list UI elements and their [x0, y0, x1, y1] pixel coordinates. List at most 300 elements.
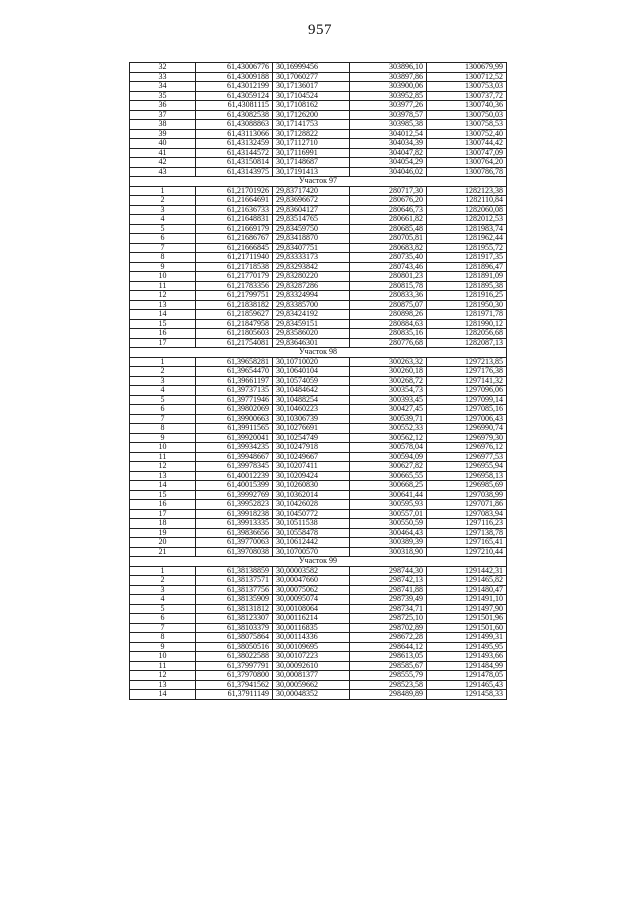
section-header-row — [130, 348, 507, 358]
latitude-cell: 61,39654470 — [196, 367, 273, 377]
latitude-cell: 61,43059124 — [196, 91, 273, 101]
x-coordinate-cell: 298734,71 — [350, 604, 427, 614]
y-coordinate-cell: 1291499,31 — [427, 633, 507, 643]
table-row — [130, 224, 507, 234]
latitude-cell: 61,40012239 — [196, 471, 273, 481]
y-coordinate-cell: 1297141,32 — [427, 376, 507, 386]
table-row — [130, 500, 507, 510]
latitude-cell: 61,21718538 — [196, 262, 273, 272]
longitude-cell: 30,17126200 — [273, 110, 350, 120]
x-coordinate-cell: 300260,18 — [350, 367, 427, 377]
latitude-cell: 61,21686767 — [196, 234, 273, 244]
x-coordinate-cell: 300557,01 — [350, 509, 427, 519]
latitude-cell: 61,21783356 — [196, 281, 273, 291]
y-coordinate-cell: 1297083,94 — [427, 509, 507, 519]
latitude-cell: 61,37911149 — [196, 690, 273, 700]
latitude-cell: 61,39836656 — [196, 528, 273, 538]
x-coordinate-cell: 303896,10 — [350, 63, 427, 73]
x-coordinate-cell: 300668,25 — [350, 481, 427, 491]
table-row — [130, 538, 507, 548]
x-coordinate-cell: 303900,06 — [350, 82, 427, 92]
latitude-cell: 61,38075864 — [196, 633, 273, 643]
table-row — [130, 481, 507, 491]
longitude-cell: 30,10209424 — [273, 471, 350, 481]
longitude-cell: 30,10276691 — [273, 424, 350, 434]
table-row — [130, 471, 507, 481]
point-number-cell: 8 — [130, 424, 196, 434]
latitude-cell: 61,38135909 — [196, 595, 273, 605]
longitude-cell: 30,00116214 — [273, 614, 350, 624]
table-row — [130, 148, 507, 158]
longitude-cell: 30,10612442 — [273, 538, 350, 548]
table-row — [130, 566, 507, 576]
table-row — [130, 642, 507, 652]
table-row — [130, 671, 507, 681]
point-number-cell: 2 — [130, 576, 196, 586]
point-number-cell: 35 — [130, 91, 196, 101]
point-number-cell: 16 — [130, 329, 196, 339]
table-row — [130, 120, 507, 130]
point-number-cell: 1 — [130, 566, 196, 576]
y-coordinate-cell: 1282060,08 — [427, 205, 507, 215]
point-number-cell: 5 — [130, 395, 196, 405]
longitude-cell: 30,16999456 — [273, 63, 350, 73]
table-row — [130, 291, 507, 301]
latitude-cell: 61,39934235 — [196, 443, 273, 453]
point-number-cell: 42 — [130, 158, 196, 168]
table-row — [130, 595, 507, 605]
x-coordinate-cell: 280801,23 — [350, 272, 427, 282]
y-coordinate-cell: 1291478,05 — [427, 671, 507, 681]
y-coordinate-cell: 1281950,30 — [427, 300, 507, 310]
y-coordinate-cell: 1296990,74 — [427, 424, 507, 434]
table-row — [130, 329, 507, 339]
x-coordinate-cell: 300268,72 — [350, 376, 427, 386]
latitude-cell: 61,21701926 — [196, 186, 273, 196]
table-row — [130, 462, 507, 472]
longitude-cell: 29,83280220 — [273, 272, 350, 282]
y-coordinate-cell: 1296985,69 — [427, 481, 507, 491]
latitude-cell: 61,39708038 — [196, 547, 273, 557]
point-number-cell: 3 — [130, 376, 196, 386]
y-coordinate-cell: 1282012,53 — [427, 215, 507, 225]
y-coordinate-cell: 1297096,06 — [427, 386, 507, 396]
point-number-cell: 4 — [130, 595, 196, 605]
x-coordinate-cell: 300562,12 — [350, 433, 427, 443]
table-row — [130, 262, 507, 272]
latitude-cell: 61,21799751 — [196, 291, 273, 301]
x-coordinate-cell: 298585,67 — [350, 661, 427, 671]
latitude-cell: 61,39992769 — [196, 490, 273, 500]
latitude-cell: 61,43009188 — [196, 72, 273, 82]
y-coordinate-cell: 1300737,72 — [427, 91, 507, 101]
point-number-cell: 5 — [130, 224, 196, 234]
point-number-cell: 39 — [130, 129, 196, 139]
latitude-cell: 61,38103379 — [196, 623, 273, 633]
longitude-cell: 29,83407751 — [273, 243, 350, 253]
longitude-cell: 30,17148687 — [273, 158, 350, 168]
point-number-cell: 37 — [130, 110, 196, 120]
table-row — [130, 63, 507, 73]
latitude-cell: 61,39952823 — [196, 500, 273, 510]
y-coordinate-cell: 1297138,78 — [427, 528, 507, 538]
longitude-cell: 30,10247918 — [273, 443, 350, 453]
table-row — [130, 433, 507, 443]
longitude-cell: 30,17128822 — [273, 129, 350, 139]
table-row — [130, 72, 507, 82]
longitude-cell: 30,10484642 — [273, 386, 350, 396]
table-row — [130, 101, 507, 111]
latitude-cell: 61,38050516 — [196, 642, 273, 652]
longitude-cell: 30,10362014 — [273, 490, 350, 500]
point-number-cell: 14 — [130, 690, 196, 700]
latitude-cell: 61,39658281 — [196, 357, 273, 367]
y-coordinate-cell: 1291458,33 — [427, 690, 507, 700]
x-coordinate-cell: 298644,12 — [350, 642, 427, 652]
point-number-cell: 13 — [130, 300, 196, 310]
longitude-cell: 30,10558478 — [273, 528, 350, 538]
point-number-cell: 13 — [130, 680, 196, 690]
y-coordinate-cell: 1291501,96 — [427, 614, 507, 624]
point-number-cell: 9 — [130, 262, 196, 272]
latitude-cell: 61,37970800 — [196, 671, 273, 681]
section-title: Участок 98 — [130, 348, 507, 358]
latitude-cell: 61,39661197 — [196, 376, 273, 386]
point-number-cell: 9 — [130, 433, 196, 443]
y-coordinate-cell: 1282056,68 — [427, 329, 507, 339]
y-coordinate-cell: 1297085,16 — [427, 405, 507, 415]
table-row — [130, 338, 507, 348]
longitude-cell: 30,17104524 — [273, 91, 350, 101]
table-row — [130, 215, 507, 225]
longitude-cell: 30,10426028 — [273, 500, 350, 510]
y-coordinate-cell: 1291501,60 — [427, 623, 507, 633]
y-coordinate-cell: 1300786,78 — [427, 167, 507, 177]
point-number-cell: 11 — [130, 281, 196, 291]
y-coordinate-cell: 1291497,90 — [427, 604, 507, 614]
point-number-cell: 34 — [130, 82, 196, 92]
table-row — [130, 519, 507, 529]
point-number-cell: 1 — [130, 186, 196, 196]
latitude-cell: 61,39918238 — [196, 509, 273, 519]
table-row — [130, 272, 507, 282]
longitude-cell: 29,83696672 — [273, 196, 350, 206]
x-coordinate-cell: 304054,29 — [350, 158, 427, 168]
x-coordinate-cell: 280776,68 — [350, 338, 427, 348]
x-coordinate-cell: 280743,46 — [350, 262, 427, 272]
table-row — [130, 367, 507, 377]
x-coordinate-cell: 300263,32 — [350, 357, 427, 367]
x-coordinate-cell: 303952,85 — [350, 91, 427, 101]
point-number-cell: 6 — [130, 234, 196, 244]
point-number-cell: 40 — [130, 139, 196, 149]
longitude-cell: 30,10450772 — [273, 509, 350, 519]
x-coordinate-cell: 298739,49 — [350, 595, 427, 605]
y-coordinate-cell: 1297210,44 — [427, 547, 507, 557]
x-coordinate-cell: 304034,39 — [350, 139, 427, 149]
y-coordinate-cell: 1281891,09 — [427, 272, 507, 282]
latitude-cell: 61,21754081 — [196, 338, 273, 348]
y-coordinate-cell: 1300740,36 — [427, 101, 507, 111]
y-coordinate-cell: 1281916,25 — [427, 291, 507, 301]
latitude-cell: 61,43132459 — [196, 139, 273, 149]
table-row — [130, 509, 507, 519]
table-row — [130, 281, 507, 291]
latitude-cell: 61,39978345 — [196, 462, 273, 472]
table-row — [130, 243, 507, 253]
longitude-cell: 30,10640104 — [273, 367, 350, 377]
latitude-cell: 61,43144572 — [196, 148, 273, 158]
y-coordinate-cell: 1291484,99 — [427, 661, 507, 671]
longitude-cell: 29,83604127 — [273, 205, 350, 215]
table-row — [130, 604, 507, 614]
table-row — [130, 405, 507, 415]
y-coordinate-cell: 1291465,82 — [427, 576, 507, 586]
longitude-cell: 30,00114336 — [273, 633, 350, 643]
x-coordinate-cell: 298744,30 — [350, 566, 427, 576]
y-coordinate-cell: 1281962,44 — [427, 234, 507, 244]
point-number-cell: 16 — [130, 500, 196, 510]
point-number-cell: 17 — [130, 338, 196, 348]
latitude-cell: 61,43082538 — [196, 110, 273, 120]
y-coordinate-cell: 1300744,42 — [427, 139, 507, 149]
y-coordinate-cell: 1281896,47 — [427, 262, 507, 272]
y-coordinate-cell: 1281990,12 — [427, 319, 507, 329]
latitude-cell: 61,40015399 — [196, 481, 273, 491]
longitude-cell: 29,83324994 — [273, 291, 350, 301]
x-coordinate-cell: 280661,82 — [350, 215, 427, 225]
point-number-cell: 41 — [130, 148, 196, 158]
y-coordinate-cell: 1282110,84 — [427, 196, 507, 206]
longitude-cell: 30,00092610 — [273, 661, 350, 671]
point-number-cell: 12 — [130, 462, 196, 472]
point-number-cell: 19 — [130, 528, 196, 538]
point-number-cell: 17 — [130, 509, 196, 519]
longitude-cell: 30,17191413 — [273, 167, 350, 177]
table-row — [130, 310, 507, 320]
table-row — [130, 633, 507, 643]
y-coordinate-cell: 1300712,52 — [427, 72, 507, 82]
table-row — [130, 452, 507, 462]
y-coordinate-cell: 1300764,20 — [427, 158, 507, 168]
table-row — [130, 234, 507, 244]
table-row — [130, 614, 507, 624]
point-number-cell: 36 — [130, 101, 196, 111]
table-row — [130, 585, 507, 595]
y-coordinate-cell: 1281895,38 — [427, 281, 507, 291]
longitude-cell: 30,00116835 — [273, 623, 350, 633]
table-row — [130, 205, 507, 215]
longitude-cell: 30,10710020 — [273, 357, 350, 367]
point-number-cell: 18 — [130, 519, 196, 529]
longitude-cell: 30,17108162 — [273, 101, 350, 111]
x-coordinate-cell: 300464,43 — [350, 528, 427, 538]
coordinates-table-body — [130, 63, 507, 700]
table-row — [130, 196, 507, 206]
point-number-cell: 12 — [130, 671, 196, 681]
latitude-cell: 61,43012199 — [196, 82, 273, 92]
y-coordinate-cell: 1281917,35 — [427, 253, 507, 263]
table-row — [130, 395, 507, 405]
longitude-cell: 29,83646301 — [273, 338, 350, 348]
point-number-cell: 14 — [130, 481, 196, 491]
longitude-cell: 29,83459750 — [273, 224, 350, 234]
y-coordinate-cell: 1281971,78 — [427, 310, 507, 320]
longitude-cell: 30,00075062 — [273, 585, 350, 595]
y-coordinate-cell: 1300747,09 — [427, 148, 507, 158]
latitude-cell: 61,37941562 — [196, 680, 273, 690]
latitude-cell: 61,38138859 — [196, 566, 273, 576]
longitude-cell: 30,00095074 — [273, 595, 350, 605]
table-row — [130, 129, 507, 139]
y-coordinate-cell: 1282123,38 — [427, 186, 507, 196]
point-number-cell: 5 — [130, 604, 196, 614]
longitude-cell: 30,17112710 — [273, 139, 350, 149]
longitude-cell: 30,00109695 — [273, 642, 350, 652]
x-coordinate-cell: 300389,39 — [350, 538, 427, 548]
table-row — [130, 424, 507, 434]
table-row — [130, 300, 507, 310]
section-header-row — [130, 177, 507, 187]
latitude-cell: 61,21805603 — [196, 329, 273, 339]
x-coordinate-cell: 300539,71 — [350, 414, 427, 424]
page-number: 957 — [308, 22, 332, 38]
latitude-cell: 61,38022588 — [196, 652, 273, 662]
table-row — [130, 414, 507, 424]
table-row — [130, 186, 507, 196]
y-coordinate-cell: 1296977,53 — [427, 452, 507, 462]
y-coordinate-cell: 1300752,40 — [427, 129, 507, 139]
y-coordinate-cell: 1297071,86 — [427, 500, 507, 510]
x-coordinate-cell: 300552,33 — [350, 424, 427, 434]
latitude-cell: 61,21838182 — [196, 300, 273, 310]
x-coordinate-cell: 303985,38 — [350, 120, 427, 130]
latitude-cell: 61,38137756 — [196, 585, 273, 595]
point-number-cell: 13 — [130, 471, 196, 481]
longitude-cell: 30,00047660 — [273, 576, 350, 586]
table-row — [130, 386, 507, 396]
x-coordinate-cell: 300641,44 — [350, 490, 427, 500]
y-coordinate-cell: 1291495,95 — [427, 642, 507, 652]
point-number-cell: 10 — [130, 443, 196, 453]
latitude-cell: 61,21847958 — [196, 319, 273, 329]
longitude-cell: 29,83514765 — [273, 215, 350, 225]
longitude-cell: 30,10254749 — [273, 433, 350, 443]
x-coordinate-cell: 298741,88 — [350, 585, 427, 595]
table-row — [130, 91, 507, 101]
longitude-cell: 30,00108064 — [273, 604, 350, 614]
y-coordinate-cell: 1297116,23 — [427, 519, 507, 529]
point-number-cell: 21 — [130, 547, 196, 557]
x-coordinate-cell: 300393,45 — [350, 395, 427, 405]
latitude-cell: 61,38137571 — [196, 576, 273, 586]
table-row — [130, 623, 507, 633]
x-coordinate-cell: 300354,73 — [350, 386, 427, 396]
table-row — [130, 547, 507, 557]
x-coordinate-cell: 298555,79 — [350, 671, 427, 681]
point-number-cell: 14 — [130, 310, 196, 320]
y-coordinate-cell: 1297099,14 — [427, 395, 507, 405]
x-coordinate-cell: 280884,63 — [350, 319, 427, 329]
y-coordinate-cell: 1291491,10 — [427, 595, 507, 605]
longitude-cell: 29,83717420 — [273, 186, 350, 196]
longitude-cell: 30,00048352 — [273, 690, 350, 700]
longitude-cell: 29,83385700 — [273, 300, 350, 310]
latitude-cell: 61,38131812 — [196, 604, 273, 614]
table-row — [130, 158, 507, 168]
x-coordinate-cell: 280683,82 — [350, 243, 427, 253]
longitude-cell: 30,00059662 — [273, 680, 350, 690]
longitude-cell: 30,17060277 — [273, 72, 350, 82]
longitude-cell: 29,83293842 — [273, 262, 350, 272]
point-number-cell: 15 — [130, 490, 196, 500]
longitude-cell: 30,17141753 — [273, 120, 350, 130]
y-coordinate-cell: 1297176,38 — [427, 367, 507, 377]
y-coordinate-cell: 1282087,13 — [427, 338, 507, 348]
x-coordinate-cell: 304046,02 — [350, 167, 427, 177]
point-number-cell: 8 — [130, 633, 196, 643]
x-coordinate-cell: 300578,04 — [350, 443, 427, 453]
y-coordinate-cell: 1291493,66 — [427, 652, 507, 662]
latitude-cell: 61,21636733 — [196, 205, 273, 215]
y-coordinate-cell: 1300679,99 — [427, 63, 507, 73]
x-coordinate-cell: 300595,93 — [350, 500, 427, 510]
point-number-cell: 12 — [130, 291, 196, 301]
x-coordinate-cell: 298489,89 — [350, 690, 427, 700]
latitude-cell: 61,43113066 — [196, 129, 273, 139]
point-number-cell: 3 — [130, 205, 196, 215]
table-row — [130, 82, 507, 92]
point-number-cell: 2 — [130, 196, 196, 206]
longitude-cell: 30,10511538 — [273, 519, 350, 529]
x-coordinate-cell: 280898,26 — [350, 310, 427, 320]
latitude-cell: 61,38123307 — [196, 614, 273, 624]
latitude-cell: 61,39913335 — [196, 519, 273, 529]
latitude-cell: 61,43150814 — [196, 158, 273, 168]
point-number-cell: 3 — [130, 585, 196, 595]
latitude-cell: 61,21666845 — [196, 243, 273, 253]
point-number-cell: 7 — [130, 623, 196, 633]
table-row — [130, 319, 507, 329]
x-coordinate-cell: 300665,55 — [350, 471, 427, 481]
latitude-cell: 61,21664691 — [196, 196, 273, 206]
y-coordinate-cell: 1291442,31 — [427, 566, 507, 576]
latitude-cell: 61,43006776 — [196, 63, 273, 73]
point-number-cell: 7 — [130, 243, 196, 253]
y-coordinate-cell: 1281955,72 — [427, 243, 507, 253]
latitude-cell: 61,21859627 — [196, 310, 273, 320]
point-number-cell: 1 — [130, 357, 196, 367]
x-coordinate-cell: 280717,30 — [350, 186, 427, 196]
point-number-cell: 6 — [130, 405, 196, 415]
latitude-cell: 61,39737135 — [196, 386, 273, 396]
y-coordinate-cell: 1300753,03 — [427, 82, 507, 92]
longitude-cell: 30,10260830 — [273, 481, 350, 491]
section-header-row — [130, 557, 507, 567]
table-row — [130, 110, 507, 120]
x-coordinate-cell: 304012,54 — [350, 129, 427, 139]
point-number-cell: 11 — [130, 452, 196, 462]
x-coordinate-cell: 280735,40 — [350, 253, 427, 263]
y-coordinate-cell: 1300750,03 — [427, 110, 507, 120]
section-title: Участок 99 — [130, 557, 507, 567]
longitude-cell: 30,00107223 — [273, 652, 350, 662]
latitude-cell: 61,21711940 — [196, 253, 273, 263]
x-coordinate-cell: 303978,57 — [350, 110, 427, 120]
point-number-cell: 2 — [130, 367, 196, 377]
x-coordinate-cell: 300627,82 — [350, 462, 427, 472]
x-coordinate-cell: 280646,73 — [350, 205, 427, 215]
